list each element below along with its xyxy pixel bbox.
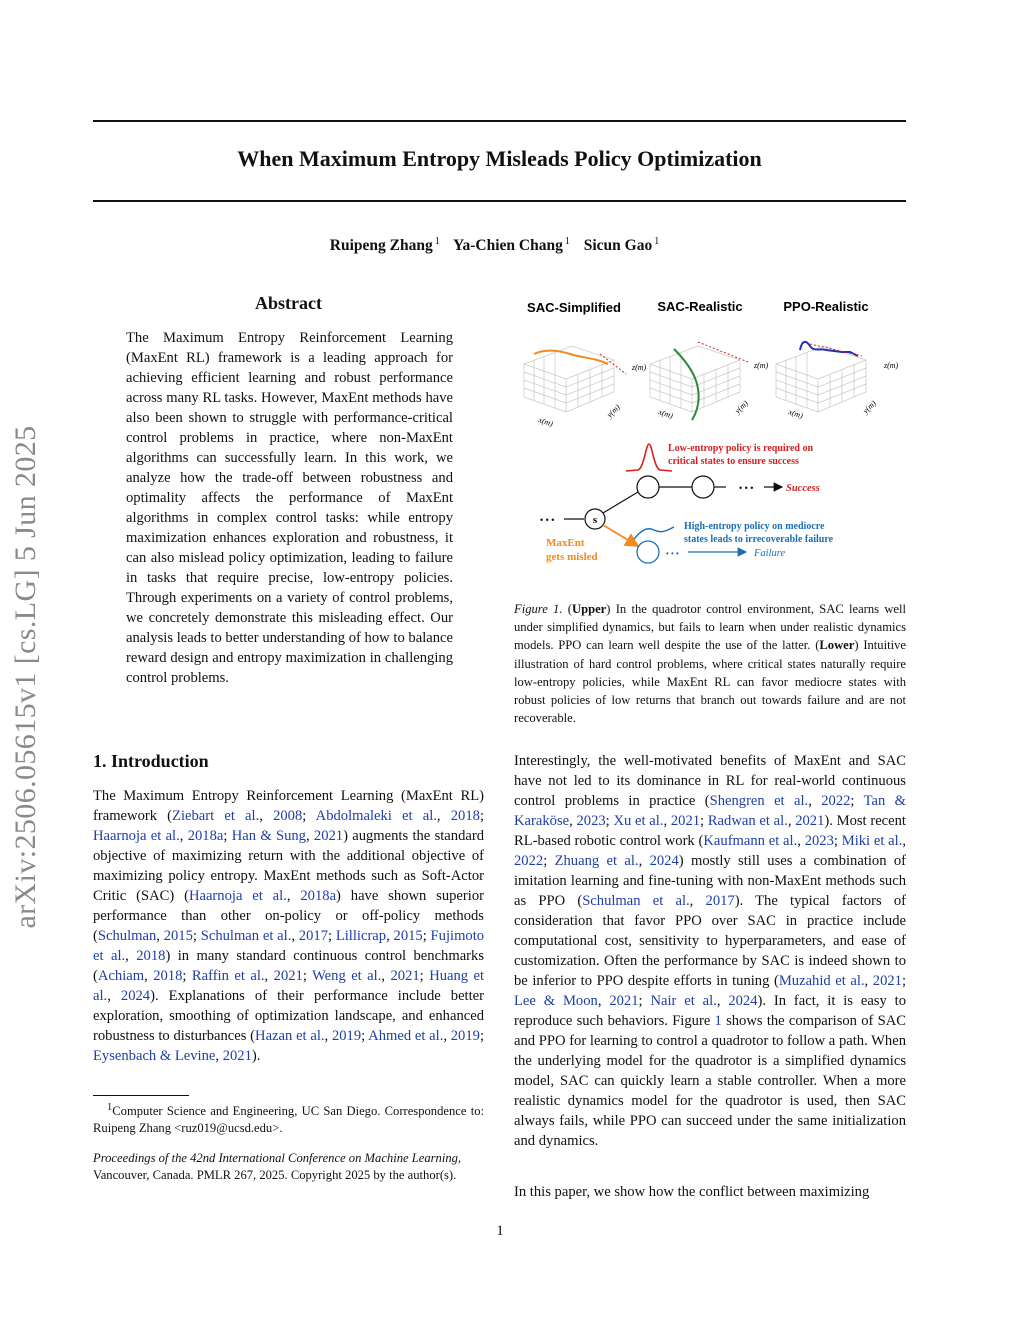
failure-label: Failure (754, 548, 786, 559)
citation-link[interactable]: Eysenbach & Levine (93, 1048, 216, 1064)
text-run: Upper (571, 602, 607, 616)
text-run: , (291, 928, 299, 944)
text-run: Lower (819, 638, 855, 653)
axis-label-y-2: y(m) (733, 398, 750, 416)
trajectory-ppo-realistic (800, 342, 858, 356)
text-run: , (381, 968, 391, 984)
axis-label-x-3: x(m) (787, 407, 805, 421)
text-run: , (864, 973, 873, 989)
panel-title-sac-simplified: SAC-Simplified (527, 300, 621, 315)
plot-panel-ppo-realistic (776, 346, 866, 412)
axis-label-z-3: z(m) (884, 361, 899, 370)
text-run: , (808, 793, 822, 809)
citation-link[interactable]: Tan & Karaköse (514, 793, 906, 829)
high-entropy-note-line1: High-entropy policy on mediocre (684, 521, 825, 532)
citation-link[interactable]: 2022 (821, 793, 851, 809)
low-entropy-note-line2: critical states to ensure success (668, 456, 799, 467)
citation-link[interactable]: Shengren et al. (709, 793, 809, 809)
axis-label-z-1: z(m) (632, 363, 647, 372)
reference-path-sac-realistic (698, 342, 748, 362)
text-run: ; (302, 808, 316, 824)
author-name: Ruipeng Zhang (329, 237, 433, 255)
top-rule (93, 120, 906, 122)
citation-link[interactable]: 2018 (450, 808, 480, 824)
text-run: , (305, 828, 314, 844)
text-run: ; (302, 968, 313, 984)
text-run: , (324, 1028, 332, 1044)
text-run: ) augments the standard objective of maximizing return with the additional objective of maximizing policy entropy. MaxEnt methods such as Soft-Actor Critic (SAC) ( (93, 828, 485, 904)
citation-link[interactable]: Miki et al. (841, 833, 903, 849)
citation-link[interactable]: 2018 (153, 968, 183, 984)
text-run: , (107, 988, 121, 1004)
text-run: ; (479, 808, 484, 824)
axis-label-x-2: x(m) (657, 407, 675, 421)
citation-link[interactable]: 2021 (670, 813, 701, 829)
plot-panel-sac-simplified (524, 346, 614, 412)
proceedings-venue: Proceedings of the 42nd International Conference on Machine Learning (93, 1151, 458, 1165)
text-run: ; (361, 1028, 369, 1044)
proceedings-note (93, 1150, 484, 1184)
text-run: , (436, 808, 451, 824)
low-entropy-curve (626, 444, 672, 471)
ellipsis-left: • • • (540, 515, 555, 525)
text-run: ) In the quadrotor control environment, SAC learns well under simplified dynamics, but fails to learn when under realistic dynamics models. PPO can learn well despite the use of the latter. ( (514, 602, 907, 653)
ellipsis-success: • • • (739, 483, 754, 493)
text-run: , (144, 968, 154, 984)
footnote (93, 1099, 484, 1137)
citation-link[interactable]: Haarnoja et al. (93, 828, 180, 844)
citation-link[interactable]: Han & Sung (231, 828, 306, 844)
footnote-text: Computer Science and Engineering, UC San Diego. Correspondence to: Ruipeng Zhang <ruz019@ucsd.edu>. (93, 1104, 484, 1136)
text-run: ) mostly still uses a combination of imitation learning and fine-tuning with non-MaxEnt methods such as PPO ( (514, 853, 907, 909)
affiliation-mark: 1 (654, 236, 660, 247)
citation-link[interactable]: Schulman et al. (582, 893, 690, 909)
text-run: , (569, 813, 577, 829)
citation-link[interactable]: 2017 (298, 928, 328, 944)
critical-node-2 (692, 476, 714, 498)
text-run: ) Intuitive illustration of hard control problems, where critical states naturally require low-entropy policies, while MaxEnt RL can favor mediocre states with robust policies of low returns that branch out towards failure and are not recoverable. (514, 638, 906, 726)
maxent-note-line2: gets misled (546, 551, 598, 563)
citation-link[interactable]: 2024 (728, 993, 758, 1009)
text-run: Interestingly, the well-motivated benefits of MaxEnt and SAC have not led to its dominance in RL for real-world continuous control problems in practice ( (514, 753, 906, 809)
text-run: ; (223, 828, 232, 844)
citation-link[interactable]: 2021 (609, 993, 639, 1009)
citation-link[interactable]: Schulman (97, 928, 157, 944)
affiliation-mark: 1 (434, 236, 440, 247)
text-run: Figure 1. (514, 602, 563, 616)
trajectory-sac-realistic (674, 349, 699, 420)
text-run: ). The typical factors of consideration that favor PPO over SAC in practice include computational cost, sensitivity to hyperparameters, and ease of customization. Often the performance by SAC is indeed shown to be inferior to PPO despite efforts in tuning ( (514, 893, 906, 989)
text-run: , (638, 853, 650, 869)
trajectory-sac-simplified (534, 351, 608, 364)
text-run: , (386, 928, 394, 944)
figure-caption (514, 600, 906, 727)
abstract-heading: Abstract (255, 293, 322, 313)
citation-link[interactable]: 2019 (331, 1028, 362, 1044)
citation-link[interactable]: Xu et al. (613, 813, 664, 829)
citation-link[interactable]: 2024 (120, 988, 151, 1004)
text-run: , (597, 993, 610, 1009)
citation-link[interactable]: 2017 (705, 893, 735, 909)
text-run: ; (700, 813, 708, 829)
citation-link[interactable]: Kaufmann et al. (703, 833, 798, 849)
text-run: ; (182, 968, 192, 984)
text-run: , (443, 1028, 451, 1044)
high-entropy-note-line2: states leads to irrecoverable failure (684, 534, 834, 545)
text-run: ) have shown superior performance than other on-policy or off-policy methods ( (93, 888, 484, 944)
panel-title-sac-realistic: SAC-Realistic (657, 299, 743, 314)
axis-label-y-1: y(m) (605, 402, 622, 420)
high-entropy-curve (634, 527, 674, 539)
author-list (93, 236, 906, 255)
intro-paragraph (93, 786, 484, 1066)
citation-link[interactable]: Haarnoja et al. (188, 888, 287, 904)
citation-link[interactable]: 2021 (313, 828, 344, 844)
citation-link[interactable]: Ziebart et al. (172, 808, 260, 824)
citation-link[interactable]: 2021 (390, 968, 420, 984)
text-run: , (689, 893, 706, 909)
text-run: , (797, 833, 805, 849)
citation-link[interactable]: 2021 (273, 968, 303, 984)
maxent-note-line1: MaxEnt (546, 537, 585, 549)
footnote-rule (93, 1095, 189, 1096)
citation-link[interactable]: Muzahid et al. (778, 973, 865, 989)
citation-link[interactable]: Raffin et al. (191, 968, 265, 984)
text-run: ; (901, 973, 907, 989)
right-column-paragraph (514, 751, 906, 1151)
text-run: ( (562, 602, 572, 616)
text-run: , (179, 828, 188, 844)
author-name: Ya-Chien Chang (453, 237, 563, 255)
text-run: ; (833, 833, 842, 849)
citation-link[interactable]: 1 (714, 1013, 722, 1029)
text-run: ) in many standard continuous control benchmarks ( (93, 948, 485, 984)
axis-label-z-2: z(m) (754, 361, 769, 370)
paper-title: When Maximum Entropy Misleads Policy Optimization (237, 146, 762, 171)
affiliation-mark: 1 (564, 236, 570, 247)
text-run: , (902, 833, 907, 849)
arxiv-watermark: arXiv:2506.05615v1 [cs.LG] 5 Jun 2025 (9, 425, 42, 929)
citation-link[interactable]: Fujimoto et al. (93, 928, 485, 964)
citation-link[interactable]: Zhuang et al. (554, 853, 639, 869)
citation-link[interactable]: 2008 (273, 808, 303, 824)
mediocre-node (637, 541, 659, 563)
citation-link[interactable]: Achiam (97, 968, 145, 984)
citation-link[interactable]: 2021 (795, 813, 825, 829)
citation-link[interactable]: 2019 (450, 1028, 480, 1044)
citation-link[interactable]: 2024 (649, 853, 679, 869)
abstract-text: The Maximum Entropy Reinforcement Learning (MaxEnt RL) framework is a leading approach for achieving efficient learning and robust performance across many RL tasks. However, MaxEnt methods have also been shown to struggle with performance-critical control problems in practice, where non-MaxEnt algorithms can successfully learn. In this work, we analyze how the trade-off between robustness and optimality affects the performance of MaxEnt algorithms in complex control tasks: while entropy maximization enhances exploration and robustness, it can also mislead policy optimization, leading to failure in tasks that require precise, low-entropy policies. Through experiments on a variety of control problems, we concretely demonstrate this misleading effect. Our analysis leads to better understanding of how to balance reward design and entropy maximization in challenging control problems. (126, 330, 453, 686)
panel-title-ppo-realistic: PPO-Realistic (783, 299, 869, 314)
right-column-paragraph-2: In this paper, we show how the conflict between maximizing (514, 1184, 870, 1200)
citation-link[interactable]: Lee & Moon (514, 993, 598, 1009)
text-run: ; (422, 928, 431, 944)
text-run: , (156, 928, 164, 944)
edge-s-to-critical (603, 492, 638, 513)
proceedings-details: , Vancouver, Canada. PMLR 267, 2025. Copyright 2025 by the author(s). (93, 1151, 462, 1182)
text-run: ; (479, 1028, 484, 1044)
text-run: ; (605, 813, 614, 829)
citation-link[interactable]: 2018a (187, 828, 224, 844)
citation-link[interactable]: 2021 (872, 973, 902, 989)
citation-link[interactable]: Schulman et al. (200, 928, 292, 944)
text-run: ; (419, 968, 430, 984)
text-run: ; (850, 793, 864, 809)
text-run: , (716, 993, 729, 1009)
text-run: ; (638, 993, 651, 1009)
text-run: ; (192, 928, 201, 944)
axis-label-y-3: y(m) (861, 398, 878, 416)
text-run: , (787, 813, 796, 829)
citation-link[interactable]: Nair et al. (650, 993, 717, 1009)
citation-link[interactable]: Hazan et al. (255, 1028, 325, 1044)
text-run: ). Most recent RL-based robotic control work ( (514, 813, 906, 849)
text-run: ). Explanations of their performance include better exploration, smoothing of optimization landscape, and enhanced robustness to disturbances ( (93, 988, 485, 1044)
text-run: , (286, 888, 301, 904)
ellipsis-failure: • • • (666, 549, 679, 558)
text-run: The Maximum Entropy Reinforcement Learning (MaxEnt RL) framework ( (93, 788, 484, 824)
citation-link[interactable]: Lillicrap (335, 928, 387, 944)
axis-label-x-1: x(m) (537, 415, 555, 429)
citation-link[interactable]: 2015 (163, 928, 193, 944)
success-label: Success (786, 483, 820, 494)
text-run: , (215, 1048, 223, 1064)
citation-link[interactable]: Ahmed et al. (368, 1028, 444, 1044)
section-heading-introduction: 1. Introduction (93, 751, 209, 771)
edge-s-to-mediocre (603, 525, 638, 546)
figure-1 (514, 294, 906, 594)
page-number: 1 (496, 1223, 504, 1239)
citation-link[interactable]: 2018a (300, 888, 337, 904)
citation-link[interactable]: 2023 (804, 833, 834, 849)
state-label: s (592, 514, 598, 526)
text-run: ; (327, 928, 336, 944)
citation-link[interactable]: 2022 (514, 853, 544, 869)
citation-link[interactable]: 2021 (222, 1048, 252, 1064)
critical-node-1 (637, 476, 659, 498)
footnote-mark: 1 (107, 1102, 113, 1113)
title-bottom-rule (93, 200, 906, 202)
text-run: , (125, 948, 137, 964)
citation-link[interactable]: Huang et al. (93, 968, 485, 1004)
text-run: ). In fact, it is easy to reproduce such behaviors. Figure (514, 993, 906, 1029)
text-run: , (259, 808, 274, 824)
low-entropy-note-line1: Low-entropy policy is required on (668, 443, 814, 454)
text-run: , (264, 968, 274, 984)
text-run: ). (251, 1048, 261, 1064)
citation-link[interactable]: Radwan et al. (707, 813, 788, 829)
text-run: shows the comparison of SAC and PPO for learning to control a quadrotor to follow a path. When the underlying model for the quadrotor is a simplified dynamics model, SAC can quickly learn a stable controller. When a more realistic dynamics model for the quadrotor is used, then SAC always fails, while PPO can succeed under the same initialization and dynamics. (514, 1013, 907, 1149)
citation-link[interactable]: Weng et al. (312, 968, 382, 984)
citation-link[interactable]: Abdolmaleki et al. (315, 808, 437, 824)
citation-link[interactable]: 2023 (576, 813, 606, 829)
citation-link[interactable]: 2015 (393, 928, 423, 944)
text-run: ; (543, 853, 555, 869)
text-run: , (663, 813, 671, 829)
citation-link[interactable]: 2018 (136, 948, 166, 964)
author-name: Sicun Gao (583, 237, 653, 255)
